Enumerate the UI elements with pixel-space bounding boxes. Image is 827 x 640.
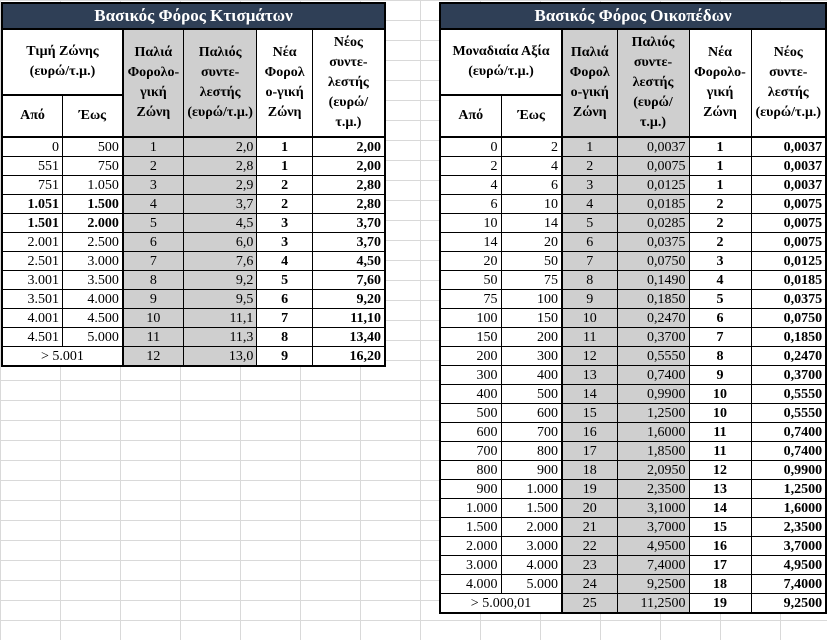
from-cell: 3.000 (440, 556, 501, 575)
new-coef-cell: 9,20 (312, 290, 385, 309)
new-zone-cell: 4 (689, 271, 751, 290)
from-cell: 4.501 (2, 328, 62, 347)
new-coef-cell: 3,70 (312, 214, 385, 233)
from-cell: 400 (440, 385, 501, 404)
plots-tax-table (439, 2, 827, 614)
old-coef-cell: 0,1490 (617, 271, 689, 290)
to-cell: 600 (501, 404, 562, 423)
old-zone-cell: 22 (562, 537, 617, 556)
old-zone-cell: 17 (562, 442, 617, 461)
table-row (2, 328, 385, 347)
new-coef-cell: 0,3700 (751, 366, 826, 385)
from-cell: > 5.001 (41, 348, 84, 364)
old-coef-cell: 2,0 (183, 137, 257, 157)
table-row (440, 233, 826, 252)
new-zone-cell: 17 (689, 556, 751, 575)
from-cell: 14 (440, 233, 501, 252)
from-cell: 1.500 (440, 518, 501, 537)
from-cell: 1.501 (2, 214, 62, 233)
new-coef-cell: 4,50 (312, 252, 385, 271)
to-cell: 10 (501, 195, 562, 214)
from-cell: 551 (2, 157, 62, 176)
old-zone-cell: 1 (562, 137, 617, 157)
table-row (440, 195, 826, 214)
to-cell: 14 (501, 214, 562, 233)
table-row (440, 385, 826, 404)
new-coef-cell: 2,00 (312, 137, 385, 157)
new-zone-cell: 7 (257, 309, 312, 328)
old-zone-cell: 10 (562, 309, 617, 328)
new-coef-cell: 9,2500 (751, 594, 826, 614)
old-zone-cell: 2 (123, 157, 183, 176)
to-cell: 4 (501, 157, 562, 176)
old-zone-cell: 25 (562, 594, 617, 614)
from-cell: 0 (440, 137, 501, 157)
old-zone-cell: 2 (562, 157, 617, 176)
table-row (440, 309, 826, 328)
old-coef-cell: 0,9900 (617, 385, 689, 404)
table-row (440, 575, 826, 594)
old-zone-cell: 9 (123, 290, 183, 309)
new-zone-cell: 1 (689, 137, 751, 157)
old-zone-cell: 6 (123, 233, 183, 252)
old-coef-cell: 0,5550 (617, 347, 689, 366)
new-coef-cell: 0,5550 (751, 385, 826, 404)
table-row (2, 157, 385, 176)
new-zone-cell: 8 (257, 328, 312, 347)
old-coef-cell: 0,0750 (617, 252, 689, 271)
old-coef-cell: 11,2500 (617, 594, 689, 614)
old-zone-cell: 18 (562, 461, 617, 480)
from-cell: 900 (440, 480, 501, 499)
old-zone-cell: 20 (562, 499, 617, 518)
old-coef-cell: 9,5 (183, 290, 257, 309)
new-coef-cell: 11,10 (312, 309, 385, 328)
old-coef-header: Παλιός συντε-λεστής (ευρώ/τ.μ.) (183, 29, 257, 137)
old-coef-cell: 7,4000 (617, 556, 689, 575)
old-coef-cell: 2,8 (183, 157, 257, 176)
new-zone-cell: 6 (689, 309, 751, 328)
old-coef-cell: 0,0125 (617, 176, 689, 195)
old-coef-cell: 11,1 (183, 309, 257, 328)
from-cell: 150 (440, 328, 501, 347)
old-coef-cell: 3,1000 (617, 499, 689, 518)
from-cell: 0 (2, 137, 62, 157)
from-cell: 4 (440, 176, 501, 195)
new-zone-cell: 15 (689, 518, 751, 537)
to-cell: 400 (501, 366, 562, 385)
new-zone-cell: 3 (257, 214, 312, 233)
from-cell: 3.001 (2, 271, 62, 290)
table-row (440, 556, 826, 575)
new-coef-cell: 0,5550 (751, 404, 826, 423)
old-coef-cell: 6,0 (183, 233, 257, 252)
old-coef-cell: 0,0185 (617, 195, 689, 214)
to-cell: 50 (501, 252, 562, 271)
old-coef-cell: 2,9 (183, 176, 257, 195)
old-coef-cell: 2,3500 (617, 480, 689, 499)
old-zone-cell: 14 (562, 385, 617, 404)
old-zone-cell: 12 (123, 347, 183, 367)
old-coef-cell: 1,2500 (617, 404, 689, 423)
new-coef-cell: 0,0375 (751, 290, 826, 309)
to-cell: 1.000 (501, 480, 562, 499)
table-row (2, 176, 385, 195)
new-coef-cell: 0,0037 (751, 176, 826, 195)
table-row (2, 290, 385, 309)
table-row (2, 347, 385, 367)
table-row (440, 480, 826, 499)
new-zone-cell: 13 (689, 480, 751, 499)
to-cell: 2.000 (62, 214, 122, 233)
new-zone-cell: 9 (689, 366, 751, 385)
old-zone-cell: 1 (123, 137, 183, 157)
table-row (440, 271, 826, 290)
new-coef-cell: 0,9900 (751, 461, 826, 480)
to-cell: 2.000 (501, 518, 562, 537)
to-cell: 1.500 (62, 195, 122, 214)
new-zone-cell: 12 (689, 461, 751, 480)
old-zone-header: Παλιά Φορολο-γική Ζώνη (123, 29, 183, 137)
new-coef-cell: 0,0075 (751, 233, 826, 252)
table-row (440, 157, 826, 176)
from-cell: 2.001 (2, 233, 62, 252)
new-coef-cell: 0,7400 (751, 423, 826, 442)
from-cell: 20 (440, 252, 501, 271)
new-zone-cell: 2 (689, 233, 751, 252)
old-zone-cell: 12 (562, 347, 617, 366)
new-zone-cell: 10 (689, 385, 751, 404)
new-coef-cell: 0,0750 (751, 309, 826, 328)
zone-value-header: Τιμή Ζώνης (ευρώ/τ.μ.) (2, 29, 123, 95)
new-zone-cell: 1 (257, 157, 312, 176)
table-row (440, 518, 826, 537)
new-coef-cell: 0,0075 (751, 214, 826, 233)
old-zone-cell: 16 (562, 423, 617, 442)
new-zone-cell: 8 (689, 347, 751, 366)
to-cell: 700 (501, 423, 562, 442)
to-cell: 5.000 (62, 328, 122, 347)
new-coef-cell: 0,0125 (751, 252, 826, 271)
new-coef-cell: 0,0185 (751, 271, 826, 290)
from-cell: 700 (440, 442, 501, 461)
to-cell: 75 (501, 271, 562, 290)
from-cell: 300 (440, 366, 501, 385)
old-coef-cell: 0,0375 (617, 233, 689, 252)
table-row (2, 195, 385, 214)
old-zone-cell: 11 (562, 328, 617, 347)
to-cell: 20 (501, 233, 562, 252)
new-coef-cell: 7,60 (312, 271, 385, 290)
table-row (440, 442, 826, 461)
new-coef-cell: 2,3500 (751, 518, 826, 537)
to-cell: 2 (501, 137, 562, 157)
old-zone-cell: 3 (562, 176, 617, 195)
old-zone-cell: 8 (123, 271, 183, 290)
table-row (440, 594, 826, 614)
old-zone-cell: 21 (562, 518, 617, 537)
old-coef-cell: 0,2470 (617, 309, 689, 328)
to-cell: 750 (62, 157, 122, 176)
old-coef-cell: 1,6000 (617, 423, 689, 442)
old-zone-cell: 3 (123, 176, 183, 195)
from-header: Από (2, 95, 62, 137)
from-cell: 600 (440, 423, 501, 442)
to-cell: 200 (501, 328, 562, 347)
new-zone-cell: 2 (689, 195, 751, 214)
to-cell: 3.000 (62, 252, 122, 271)
to-cell: 4.000 (62, 290, 122, 309)
new-zone-cell: 1 (689, 176, 751, 195)
table-row (2, 233, 385, 252)
old-coef-cell: 13,0 (183, 347, 257, 367)
from-cell: 3.501 (2, 290, 62, 309)
old-zone-cell: 5 (123, 214, 183, 233)
to-cell: 900 (501, 461, 562, 480)
to-cell: 5.000 (501, 575, 562, 594)
new-zone-cell: 1 (689, 157, 751, 176)
from-cell: 4.001 (2, 309, 62, 328)
new-zone-cell: 19 (689, 594, 751, 614)
old-coef-cell: 0,3700 (617, 328, 689, 347)
table-row (440, 537, 826, 556)
old-zone-cell: 7 (562, 252, 617, 271)
new-coef-cell: 1,2500 (751, 480, 826, 499)
table-row (2, 137, 385, 157)
new-coef-cell: 0,2470 (751, 347, 826, 366)
old-coef-cell: 4,5 (183, 214, 257, 233)
old-zone-cell: 9 (562, 290, 617, 309)
old-zone-cell: 7 (123, 252, 183, 271)
table-row (440, 176, 826, 195)
from-cell: 800 (440, 461, 501, 480)
new-zone-cell: 9 (257, 347, 312, 367)
old-zone-cell: 15 (562, 404, 617, 423)
to-header: Έως (62, 95, 122, 137)
new-coef-cell: 0,1850 (751, 328, 826, 347)
from-header: Από (440, 95, 501, 137)
from-cell: 500 (440, 404, 501, 423)
old-coef-cell: 0,0037 (617, 137, 689, 157)
old-zone-cell: 10 (123, 309, 183, 328)
old-coef-cell: 11,3 (183, 328, 257, 347)
to-cell: 4.500 (62, 309, 122, 328)
from-cell: 10 (440, 214, 501, 233)
new-zone-header: Νέα Φορολο-γική Ζώνη (689, 29, 751, 137)
from-cell: 200 (440, 347, 501, 366)
table-row (440, 214, 826, 233)
old-coef-cell: 0,1850 (617, 290, 689, 309)
table-row (440, 328, 826, 347)
old-zone-cell: 5 (562, 214, 617, 233)
from-cell: 50 (440, 271, 501, 290)
old-coef-cell: 2,0950 (617, 461, 689, 480)
old-coef-cell: 4,9500 (617, 537, 689, 556)
table-row (440, 366, 826, 385)
new-coef-cell: 13,40 (312, 328, 385, 347)
table-row (2, 271, 385, 290)
old-zone-cell: 6 (562, 233, 617, 252)
new-zone-cell: 5 (257, 271, 312, 290)
to-cell: 3.500 (62, 271, 122, 290)
old-coef-cell: 0,0075 (617, 157, 689, 176)
old-coef-cell: 0,0285 (617, 214, 689, 233)
new-zone-cell: 10 (689, 404, 751, 423)
to-cell: 1.500 (501, 499, 562, 518)
from-cell: 2.501 (2, 252, 62, 271)
from-cell: 1.051 (2, 195, 62, 214)
new-zone-cell: 3 (689, 252, 751, 271)
from-cell: 2 (440, 157, 501, 176)
new-zone-cell: 2 (257, 176, 312, 195)
to-cell: 4.000 (501, 556, 562, 575)
new-zone-cell: 2 (257, 195, 312, 214)
new-zone-cell: 11 (689, 442, 751, 461)
from-cell: 4.000 (440, 575, 501, 594)
old-zone-cell: 4 (123, 195, 183, 214)
new-zone-cell: 6 (257, 290, 312, 309)
new-coef-cell: 0,0037 (751, 157, 826, 176)
new-zone-cell: 11 (689, 423, 751, 442)
old-coef-cell: 9,2 (183, 271, 257, 290)
unit-value-header: Μοναδιαία Αξία (ευρώ/τ.μ.) (440, 29, 562, 95)
new-zone-cell: 2 (689, 214, 751, 233)
table-row (2, 309, 385, 328)
new-zone-cell: 16 (689, 537, 751, 556)
old-zone-header: Παλιά Φορολ ο-γική Ζώνη (562, 29, 617, 137)
old-zone-cell: 11 (123, 328, 183, 347)
from-cell: 6 (440, 195, 501, 214)
new-coef-cell: 7,4000 (751, 575, 826, 594)
to-cell: 6 (501, 176, 562, 195)
old-zone-cell: 24 (562, 575, 617, 594)
new-zone-cell: 7 (689, 328, 751, 347)
old-coef-cell: 3,7000 (617, 518, 689, 537)
new-zone-cell: 4 (257, 252, 312, 271)
old-coef-header: Παλιός συντε-λεστής (ευρώ/τ.μ.) (617, 29, 689, 137)
to-cell: 100 (501, 290, 562, 309)
new-zone-cell: 5 (689, 290, 751, 309)
old-coef-cell: 1,8500 (617, 442, 689, 461)
new-coef-cell: 4,9500 (751, 556, 826, 575)
new-coef-cell: 2,00 (312, 157, 385, 176)
new-coef-cell: 0,0075 (751, 195, 826, 214)
old-coef-cell: 3,7 (183, 195, 257, 214)
from-cell: 100 (440, 309, 501, 328)
table-row (440, 423, 826, 442)
table-row (2, 252, 385, 271)
new-coef-cell: 2,80 (312, 176, 385, 195)
to-cell: 500 (62, 137, 122, 157)
old-zone-cell: 8 (562, 271, 617, 290)
to-cell: 800 (501, 442, 562, 461)
table-row (440, 290, 826, 309)
table-row (440, 461, 826, 480)
new-zone-header: Νέα Φορολ ο-γική Ζώνη (257, 29, 312, 137)
to-cell: 500 (501, 385, 562, 404)
old-zone-cell: 13 (562, 366, 617, 385)
table-row (440, 252, 826, 271)
new-zone-cell: 18 (689, 575, 751, 594)
buildings-table-title: Βασικός Φόρος Κτισμάτων (2, 3, 385, 29)
from-cell: 2.000 (440, 537, 501, 556)
plots-table-title: Βασικός Φόρος Οικοπέδων (440, 3, 826, 29)
new-coef-cell: 0,0037 (751, 137, 826, 157)
to-cell: 150 (501, 309, 562, 328)
from-cell: 751 (2, 176, 62, 195)
old-zone-cell: 4 (562, 195, 617, 214)
old-zone-cell: 19 (562, 480, 617, 499)
new-coef-cell: 2,80 (312, 195, 385, 214)
old-coef-cell: 7,6 (183, 252, 257, 271)
new-coef-header: Νέος συντε-λεστής (ευρώ/τ.μ.) (312, 29, 385, 137)
new-zone-cell: 1 (257, 137, 312, 157)
new-zone-cell: 14 (689, 499, 751, 518)
to-cell: 300 (501, 347, 562, 366)
to-cell: 2.500 (62, 233, 122, 252)
table-row (440, 347, 826, 366)
old-zone-cell: 23 (562, 556, 617, 575)
new-coef-cell: 16,20 (312, 347, 385, 367)
table-row (440, 404, 826, 423)
to-cell: 1.050 (62, 176, 122, 195)
from-cell: > 5.000,01 (470, 595, 532, 611)
new-coef-cell: 0,7400 (751, 442, 826, 461)
table-row (440, 499, 826, 518)
new-coef-header: Νέος συντε-λεστής (ευρώ/τ.μ.) (751, 29, 826, 137)
table-row (2, 214, 385, 233)
old-coef-cell: 0,7400 (617, 366, 689, 385)
new-coef-cell: 3,7000 (751, 537, 826, 556)
table-row (440, 137, 826, 157)
from-cell: 75 (440, 290, 501, 309)
to-cell: 3.000 (501, 537, 562, 556)
buildings-tax-table (1, 2, 386, 367)
to-header: Έως (501, 95, 562, 137)
new-coef-cell: 1,6000 (751, 499, 826, 518)
new-coef-cell: 3,70 (312, 233, 385, 252)
from-cell: 1.000 (440, 499, 501, 518)
old-coef-cell: 9,2500 (617, 575, 689, 594)
new-zone-cell: 3 (257, 233, 312, 252)
